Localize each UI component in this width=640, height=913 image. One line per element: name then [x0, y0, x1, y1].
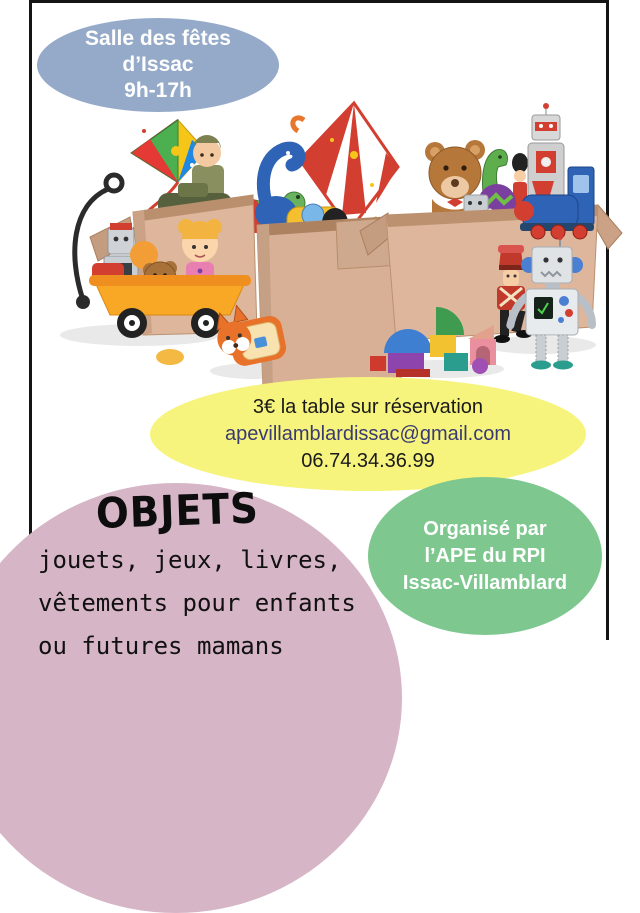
- toy-boxes-illustration: [32, 95, 608, 415]
- items-title: OBJETS: [95, 483, 260, 538]
- organizer-bubble: [368, 477, 602, 635]
- reservation-email: apevillamblardissac@gmail.com: [225, 422, 511, 445]
- organizer-line: l’APE du RPI: [424, 544, 546, 567]
- reservation-bubble: [150, 377, 586, 491]
- venue-line: Salle des fêtes: [85, 27, 231, 50]
- poster-frame: [29, 0, 609, 660]
- venue-line: d’Issac: [122, 53, 194, 76]
- items-line: vêtements pour enfants: [38, 589, 356, 617]
- reservation-price: 3€ la table sur réservation: [252, 395, 484, 418]
- items-line: jouets, jeux, livres,: [38, 546, 342, 574]
- items-line: ou futures mamans: [38, 632, 284, 660]
- venue-line: 9h-17h: [124, 79, 192, 102]
- reservation-phone: 06.74.34.36.99: [301, 449, 435, 472]
- organizer-line: Organisé par: [423, 517, 547, 540]
- organizer-line: Issac-Villamblard: [402, 571, 568, 594]
- items-list: [38, 539, 410, 668]
